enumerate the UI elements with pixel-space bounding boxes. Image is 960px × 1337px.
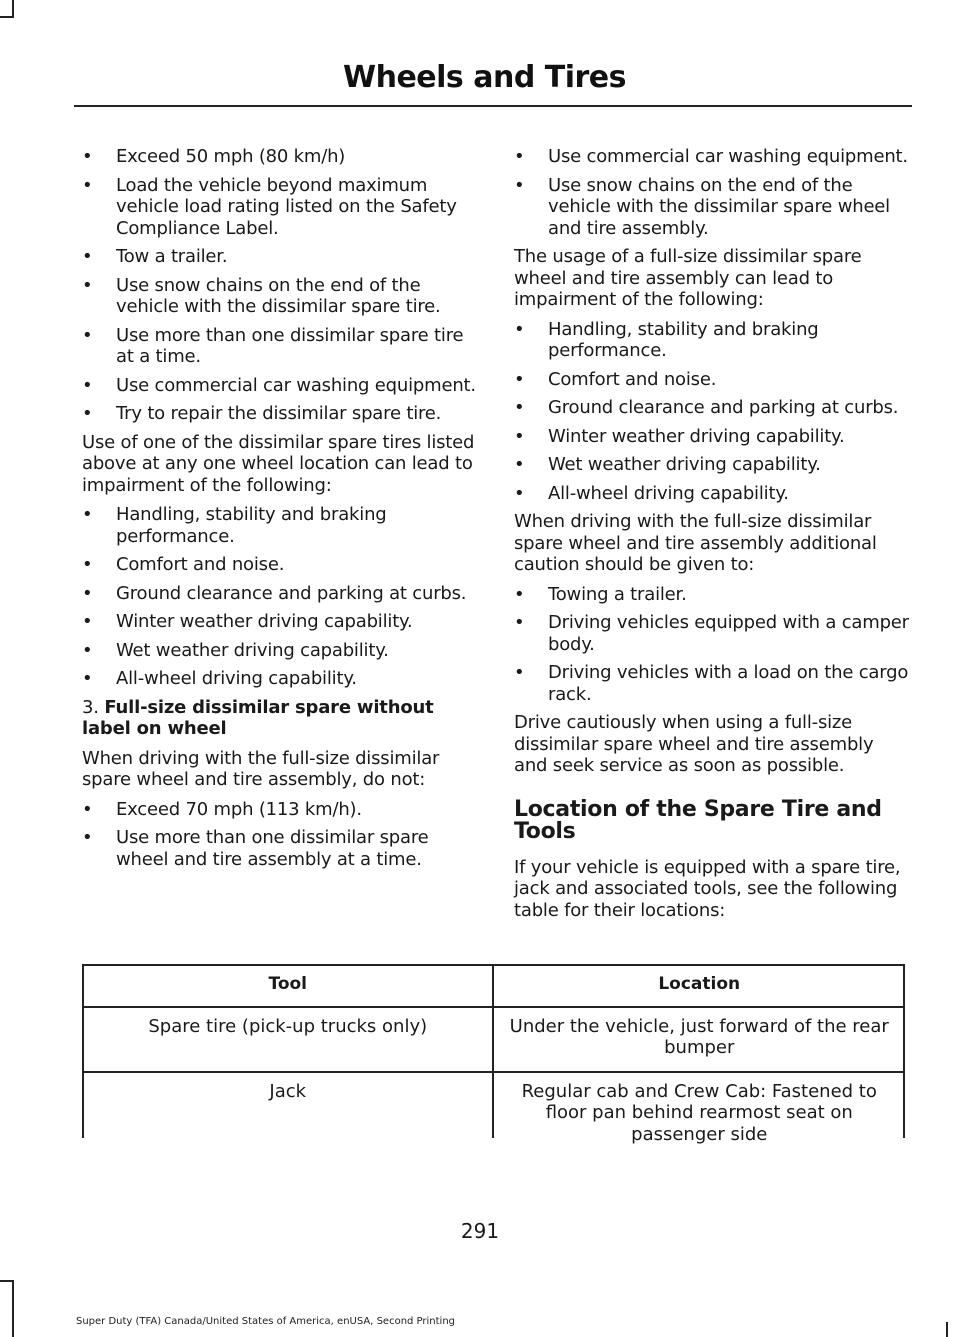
list-item	[82, 554, 478, 576]
list-item	[82, 375, 478, 397]
bullet-marker: •	[514, 662, 525, 683]
tool-location-table	[82, 964, 905, 1157]
list-item	[82, 275, 478, 318]
bullet-marker: •	[82, 582, 93, 604]
paragraph: Use of one of the dissimilar spare tires listed above at any one wheel location can lead to impairment of the following:	[82, 431, 475, 496]
subheading	[82, 697, 478, 740]
list-item-text: Exceed 50 mph (80 km/h)	[116, 146, 346, 167]
list-item-text: Towing a trailer.	[548, 583, 687, 605]
bullet-marker: •	[514, 612, 525, 633]
list-item	[82, 175, 478, 240]
bullet-marker: •	[514, 583, 525, 605]
list-item-text: Winter weather driving capability.	[548, 425, 845, 447]
list-item	[514, 483, 910, 505]
column-header-location: Location	[494, 965, 906, 1007]
bullet-marker: •	[514, 368, 525, 390]
bullet-list	[514, 319, 910, 505]
list-item-text: Use snow chains on the end of the vehicle with the dissimilar spare tire.	[116, 274, 441, 317]
footer-text: Super Duty (TFA) Canada/United States of America, enUSA, Second Printing	[76, 1316, 456, 1327]
bullet-marker: •	[82, 554, 93, 575]
paragraph: If your vehicle is equipped with a spare tire, jack and associated tools, see the following table for their locations:	[514, 856, 901, 921]
paragraph: When driving with the full-size dissimilar spare wheel and tire assembly additional caution should be given to:	[514, 511, 877, 575]
list-item	[514, 612, 910, 655]
bullet-marker: •	[514, 318, 525, 340]
bullet-marker: •	[82, 798, 93, 820]
bullet-marker: •	[82, 324, 93, 346]
bullet-marker: •	[514, 397, 525, 418]
table-border-right	[903, 964, 905, 1138]
list-item	[514, 662, 910, 705]
crop-mark	[0, 1280, 14, 1282]
crop-mark	[946, 1322, 948, 1337]
section-heading: Location of the Spare Tire and Tools	[514, 796, 882, 844]
crop-mark	[0, 16, 14, 18]
paragraph: The usage of a full-size dissimilar spare wheel and tire assembly can lead to impairment of the following:	[514, 246, 862, 310]
list-item	[514, 397, 910, 419]
list-item-text: Use more than one dissimilar spare tire at a time.	[116, 324, 464, 367]
bullet-list	[82, 799, 478, 871]
list-item-text: Ground clearance and parking at curbs.	[116, 582, 467, 604]
paragraph: Drive cautiously when using a full-size dissimilar spare wheel and tire assembly and seek service as soon as possible.	[514, 712, 874, 776]
column-header-tool: Tool	[82, 965, 494, 1007]
crop-mark	[12, 1280, 14, 1337]
list-item	[82, 668, 478, 690]
bullet-marker: •	[82, 274, 93, 296]
bullet-marker: •	[514, 454, 525, 475]
list-item-text: Handling, stability and braking performance.	[548, 318, 819, 361]
bullet-list	[82, 504, 478, 690]
bullet-marker: •	[82, 403, 93, 424]
bullet-marker: •	[82, 174, 93, 196]
list-item	[82, 246, 478, 268]
list-item-text: Wet weather driving capability.	[116, 639, 389, 661]
bullet-marker: •	[82, 639, 93, 661]
list-item	[514, 584, 910, 606]
list-item	[82, 799, 478, 821]
bullet-marker: •	[82, 374, 93, 396]
bullet-marker: •	[82, 146, 93, 167]
list-item-text: Load the vehicle beyond maximum vehicle load rating listed on the Safety Compliance Label.	[116, 174, 457, 239]
list-item	[82, 583, 478, 605]
bullet-list	[82, 146, 478, 425]
list-item-text: Use more than one dissimilar spare wheel and tire assembly at a time.	[116, 827, 429, 870]
list-item-text: Try to repair the dissimilar spare tire.	[116, 403, 442, 424]
list-item	[514, 426, 910, 448]
table-border-left	[82, 964, 84, 1138]
list-item-text: Comfort and noise.	[116, 554, 285, 575]
list-item	[82, 827, 478, 870]
list-item	[82, 403, 478, 425]
bullet-marker: •	[514, 174, 525, 196]
list-item-text: Driving vehicles equipped with a camper body.	[548, 612, 909, 655]
table-cell-tool: Spare tire (pick-up trucks only)	[82, 1007, 494, 1072]
subheading-number: 3.	[82, 696, 99, 718]
paragraph: When driving with the full-size dissimilar spare wheel and tire assembly, do not:	[82, 747, 440, 790]
list-item-text: All-wheel driving capability.	[548, 482, 789, 504]
list-item-text: Wet weather driving capability.	[548, 454, 821, 475]
bullet-list	[514, 584, 910, 706]
header-rule	[74, 105, 912, 107]
subheading-text: Full-size dissimilar spare without label on wheel	[82, 696, 434, 739]
bullet-marker: •	[514, 146, 525, 167]
list-item	[514, 319, 910, 362]
table-border-middle	[492, 964, 494, 1138]
page-number: 291	[460, 1219, 500, 1243]
table-cell-tool: Jack	[269, 1080, 307, 1102]
list-item-text: Exceed 70 mph (113 km/h).	[116, 798, 362, 820]
list-item	[82, 146, 478, 168]
bullet-marker: •	[82, 504, 93, 525]
list-item-text: Ground clearance and parking at curbs.	[548, 397, 899, 418]
list-item	[82, 611, 478, 633]
list-item	[514, 146, 910, 168]
list-item	[514, 454, 910, 476]
left-column	[82, 146, 478, 877]
bullet-marker: •	[514, 482, 525, 504]
list-item-text: Winter weather driving capability.	[116, 611, 413, 632]
list-item	[514, 175, 910, 240]
table-cell-location: Under the vehicle, just forward of the rear bumper	[494, 1007, 906, 1072]
right-column	[514, 146, 910, 929]
list-item-text: Use snow chains on the end of the vehicle with the dissimilar spare wheel and tire assembly.	[548, 174, 890, 239]
list-item	[82, 640, 478, 662]
page-header-title: Wheels and Tires	[343, 60, 626, 95]
list-item	[514, 369, 910, 391]
list-item-text: Handling, stability and braking performance.	[116, 504, 387, 547]
bullet-list	[514, 146, 910, 239]
bullet-marker: •	[82, 611, 93, 632]
list-item	[82, 325, 478, 368]
list-item-text: Driving vehicles with a load on the cargo rack.	[548, 662, 909, 705]
bullet-marker: •	[514, 425, 525, 447]
list-item-text: Use commercial car washing equipment.	[116, 374, 476, 396]
list-item-text: All-wheel driving capability.	[116, 668, 357, 689]
list-item-text: Tow a trailer.	[116, 246, 228, 267]
list-item	[82, 504, 478, 547]
list-item-text: Use commercial car washing equipment.	[548, 146, 908, 167]
list-item-text: Comfort and noise.	[548, 368, 717, 390]
bullet-marker: •	[82, 827, 93, 848]
bullet-marker: •	[82, 246, 93, 267]
table-cell-location: Regular cab and Crew Cab: Fastened to floor pan behind rearmost seat on passenger side	[521, 1080, 877, 1145]
bullet-marker: •	[82, 668, 93, 689]
